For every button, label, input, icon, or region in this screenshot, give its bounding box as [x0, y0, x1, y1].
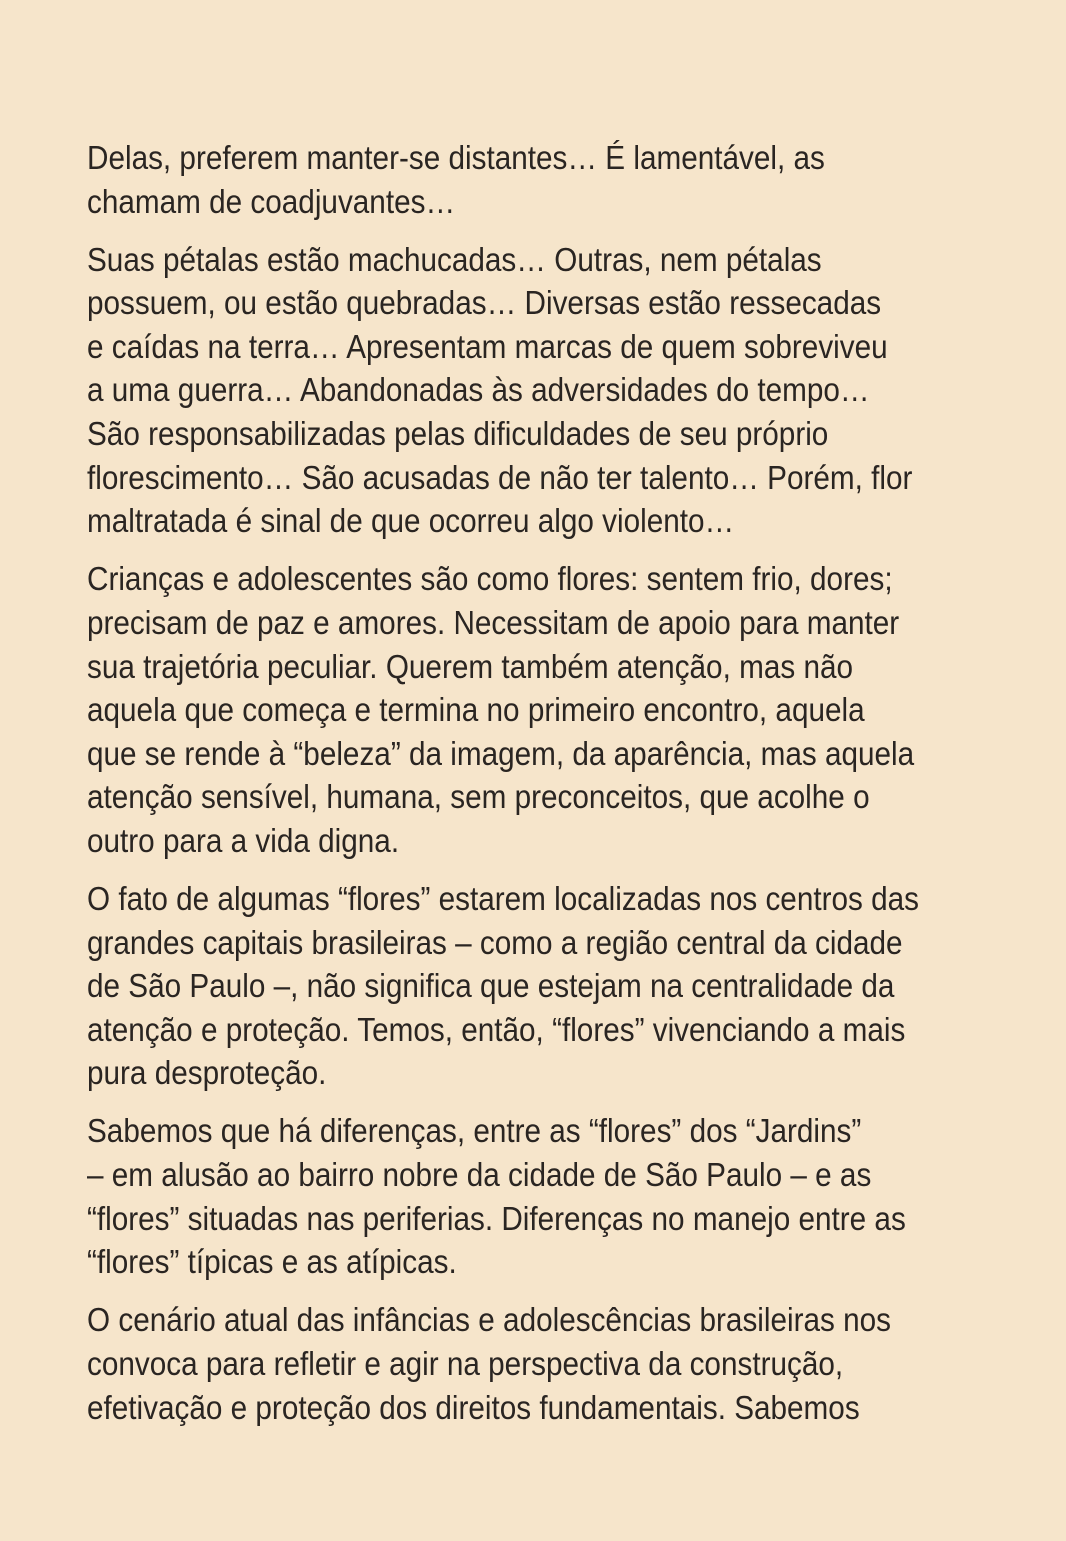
text-line: Sabemos que há diferenças, entre as “flores” dos “Jardins” — [87, 1112, 862, 1150]
text-line: maltratada é sinal de que ocorreu algo violento… — [87, 502, 735, 540]
text-line: atenção e proteção. Temos, então, “flores” vivenciando a mais — [87, 1010, 906, 1048]
text-line: Suas pétalas estão machucadas… Outras, nem pétalas — [87, 240, 822, 278]
paragraph-2 — [87, 238, 1007, 543]
text-line: precisam de paz e amores. Necessitam de apoio para manter — [87, 603, 900, 641]
text-line: de São Paulo –, não significa que estejam na centralidade da — [87, 967, 895, 1005]
paragraph-5 — [87, 1109, 1007, 1283]
text-line: florescimento… São acusadas de não ter talento… Porém, flor — [87, 458, 913, 496]
text-line: O fato de algumas “flores” estarem localizadas nos centros das — [87, 880, 919, 917]
paragraph-3 — [87, 557, 1007, 862]
text-line: atenção sensível, humana, sem preconceitos, que acolhe o — [87, 778, 870, 816]
text-line: chamam de coadjuvantes… — [87, 182, 456, 220]
paragraph-6 — [87, 1298, 1007, 1429]
text-line: Delas, preferem manter-se distantes… É lamentável, as — [87, 139, 825, 176]
text-line: – em alusão ao bairro nobre da cidade de São Paulo – e as — [87, 1156, 872, 1194]
text-line: “flores” situadas nas periferias. Diferenças no manejo entre as — [87, 1199, 906, 1237]
paragraph-1 — [87, 136, 1007, 223]
text-line: possuem, ou estão quebradas… Diversas estão ressecadas — [87, 284, 882, 322]
text-line: São responsabilizadas pelas dificuldades de seu próprio — [87, 415, 829, 453]
text-line: a uma guerra… Abandonadas às adversidades do tempo… — [87, 371, 870, 409]
text-line: Crianças e adolescentes são como flores: sentem frio, dores; — [87, 560, 893, 598]
text-line: sua trajetória peculiar. Querem também atenção, mas não — [87, 647, 853, 685]
text-line: e caídas na terra… Apresentam marcas de quem sobreviveu — [87, 327, 888, 365]
text-line: aquela que começa e termina no primeiro encontro, aquela — [87, 691, 865, 729]
body-text — [87, 136, 1007, 1444]
text-line: convoca para refletir e agir na perspectiva da construção, — [87, 1344, 844, 1382]
text-line: grandes capitais brasileiras – como a região central da cidade — [87, 923, 903, 961]
text-line: “flores” típicas e as atípicas. — [87, 1243, 457, 1281]
text-line: outro para a vida digna. — [87, 821, 400, 859]
text-line: O cenário atual das infâncias e adolescências brasileiras nos — [87, 1301, 892, 1339]
text-line: que se rende à “beleza” da imagem, da aparência, mas aquela — [87, 734, 915, 772]
text-line: pura desproteção. — [87, 1054, 327, 1092]
paragraph-4 — [87, 877, 1007, 1095]
text-line: efetivação e proteção dos direitos fundamentais. Sabemos — [87, 1388, 860, 1426]
